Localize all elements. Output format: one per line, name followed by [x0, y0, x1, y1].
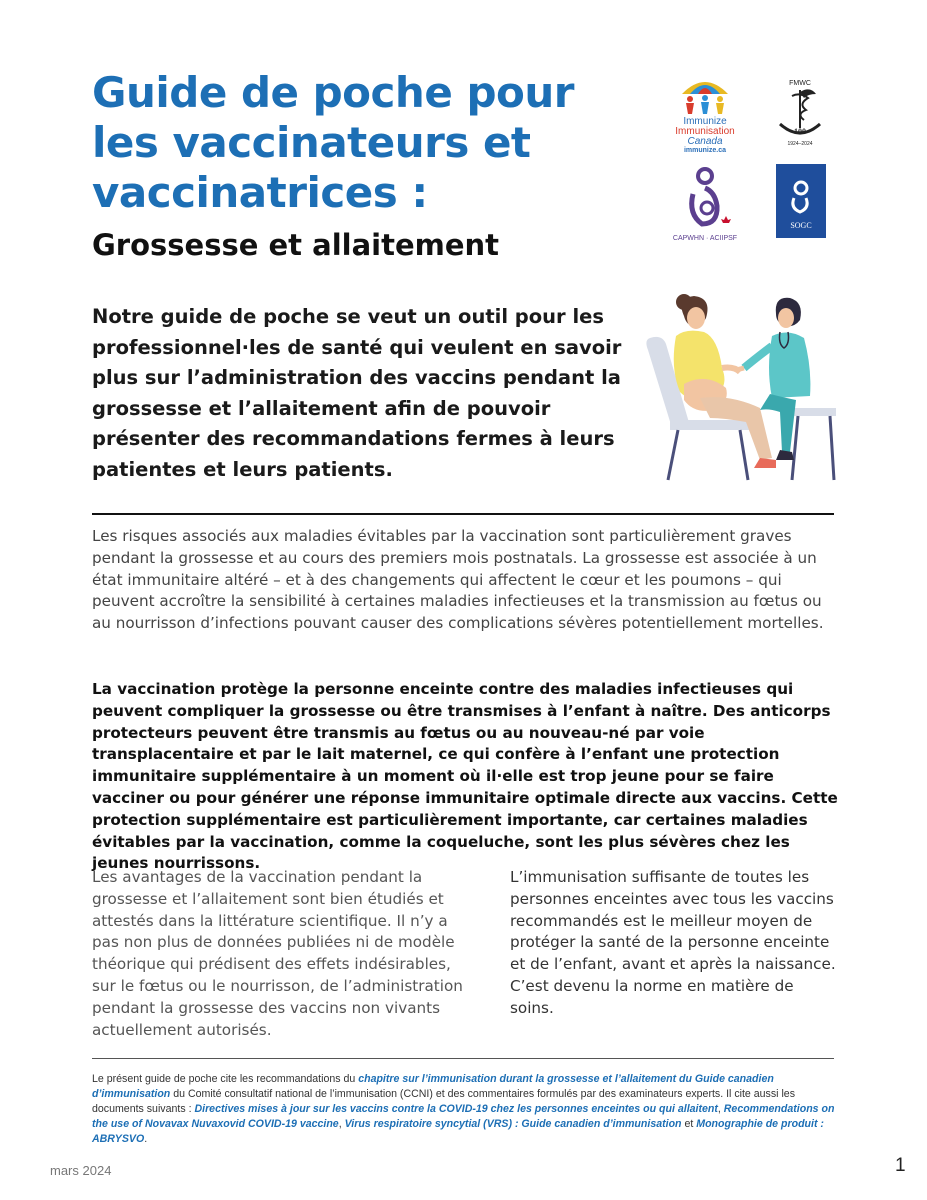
sogc-logo: [776, 164, 826, 238]
sogc-label: SOGC: [790, 221, 812, 230]
immunize-line3: Canada: [687, 136, 723, 147]
vaccination-illustration: [640, 288, 840, 488]
footnote-text: ,: [338, 1118, 345, 1130]
risks-paragraph: Les risques associés aux maladies évitables par la vaccination sont particulièrement graves pendant la grossesse et au cours des premiers mois postnatals. La grossesse est associée à un état immunitaire altéré – et à des changements qui affectent le cœur et les poumons – qui peuvent accroître la sensibilité à certaines maladies infectieuses et la transmission au fœtus ou au nourrisson d’infections pouvant causer des complications sévères potentiellement mortelles.: [92, 527, 824, 633]
fmwc-label: FMWC: [789, 80, 811, 87]
publication-date: mars 2024: [50, 1163, 112, 1178]
immunize-canada-logo: [660, 72, 750, 152]
footnote-divider: [92, 1058, 834, 1059]
link-abrysvo-monograph[interactable]: Monographie de produit : ABRYSVO: [92, 1118, 824, 1145]
link-rsv-guide[interactable]: Virus respiratoire syncytial (VRS) : Guide canadien d’immunisation: [344, 1118, 682, 1130]
section-divider: [92, 513, 834, 515]
footnote-text: et: [681, 1118, 697, 1130]
fmwc-logo: [770, 76, 830, 148]
immunize-line4: immunize.ca: [683, 147, 727, 152]
immunize-line2: Immunisation: [675, 126, 735, 137]
page-number: 1: [895, 1155, 906, 1176]
capwhn-logo: [660, 164, 750, 242]
footnote-text: Le présent guide de poche cite les recommandations du: [92, 1073, 359, 1085]
immunize-line1: Immunize: [683, 116, 727, 127]
protection-paragraph: La vaccination protège la personne enceinte contre des maladies infectieuses qui peuvent compliquer la grossesse ou être transmises à l’enfant à naître. Des anticorps protecteurs peuvent être transmis au fœtus ou au nouveau-né par voie transplacentaire et par le lait maternel, ce qui confère à l’enfant une protection immunitaire supplémentaire à un moment où il·elle est trop jeune pour se faire vacciner ou pour générer une réponse immunitaire optimale directe aux vaccins. Cette protection supplémentaire est particulièrement importante, car certaines maladies évitables par la vaccination, comme la coqueluche, sont les plus sévères chez les jeunes nourrissons.: [92, 680, 838, 873]
intro-statement: Notre guide de poche se veut un outil pour les professionnel·les de santé qui veulent en savoir plus sur l’administration des vaccins pendant la grossesse et l’allaitement afin de pouvoir présenter des recommandations fermes à leurs patientes et leurs patients.: [92, 305, 622, 481]
references-footnote: [92, 1072, 842, 1147]
immunization-column: L’immunisation suffisante de toutes les personnes enceintes avec tous les vaccins recommandés est le meilleur moyen de protéger la santé de la personne enceinte et de l’enfant, avant et après la naissance. C’est devenu la norme en matière de soins.: [510, 868, 836, 1017]
footnote-text: .: [144, 1133, 148, 1145]
link-novavax-recommendations[interactable]: Recommendations on the use of Novavax Nuvaxovid COVID-19 vaccine: [92, 1103, 835, 1130]
footnote-text: ,: [717, 1103, 724, 1115]
document-title: Guide de poche pour les vaccinateurs et vaccinatrices :: [92, 68, 574, 217]
document-subtitle: Grossesse et allaitement: [92, 228, 500, 262]
link-covid-directives[interactable]: Directives mises à jour sur les vaccins contre la COVID-19 chez les personnes enceintes ou qui allaitent: [194, 1103, 718, 1115]
footnote-text: du Comité consultatif national de l’immunisation (CCNI) et des commentaires formulés par des examinateurs experts. Il cite aussi les documents suivants :: [92, 1088, 795, 1115]
capwhn-label: CAPWHN · ACIIPSF: [672, 235, 738, 242]
link-pregnancy-chapter[interactable]: chapitre sur l’immunisation durant la grossesse et l’allaitement du Guide canadien d’immunisation: [92, 1073, 774, 1100]
fmwc-years: 1924–2024: [787, 141, 813, 147]
partner-logos: [660, 72, 840, 242]
benefits-column: Les avantages de la vaccination pendant la grossesse et l’allaitement sont bien étudiés et attestés dans la littérature scientifique. Il n’y a pas non plus de données publiées ni de modèle théorique qui prédisent des effets indésirables, sur le fœtus ou le nourrisson, de l’administration pendant la grossesse des vaccins non vivants actuellement autorisés.: [92, 868, 463, 1039]
svg-text:100: 100: [794, 127, 806, 136]
